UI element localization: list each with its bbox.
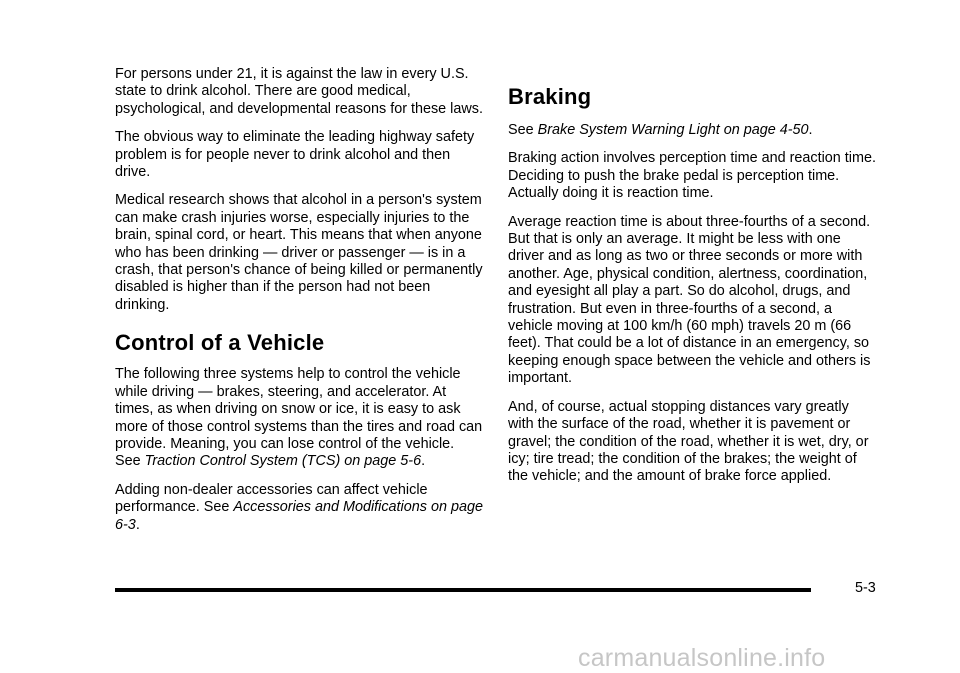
left-column — [115, 66, 483, 545]
heading-braking: Braking — [508, 84, 592, 109]
link-brake-warning-light[interactable]: Brake System Warning Light on page 4-50 — [537, 122, 809, 138]
page-number: 5-3 — [855, 580, 876, 596]
see-text: See — [508, 122, 538, 138]
paragraph-stopping-distances: And, of course, actual stopping distances vary greatly with the surface of the road, whether it is pavement or gravel; the condition of the road, whether it is wet, dry, or icy; tire tread; the condition of the brakes; the weight of the vehicle; and the amount of brake force applied. — [508, 398, 869, 485]
footer-rule — [115, 588, 811, 592]
paragraph-medical-research: Medical research shows that alcohol in a person's system can make crash injuries worse, especially injuries to the brain, spinal cord, or heart. This means that when anyone who has been drinking — driver or passenger — is in a crash, that person's chance of being killed or permanently disabled is higher than if the person had not been drinking. — [115, 192, 483, 313]
control-systems-text: The following three systems help to control the vehicle while driving — brakes, steering, and accelerator. At times, as when driving on snow or ice, it is easy to ask more of those control systems than the tires and road can provide. Meaning, you can lose control of the vehicle. See — [115, 366, 483, 470]
accessories-text: Adding non-dealer accessories can affect vehicle performance. See — [115, 481, 428, 516]
paragraph-see-brake-light: See Brake System Warning Light on page 4-50. — [508, 122, 813, 138]
paragraph-accessories: Adding non-dealer accessories can affect vehicle performance. See Accessories and Modifications on page 6-3. — [115, 481, 483, 533]
link-traction-control[interactable]: Traction Control System (TCS) on page 5-6 — [144, 453, 422, 470]
paragraph-control-systems: The following three systems help to control the vehicle while driving — brakes, steering, and accelerator. At times, as when driving on snow or ice, it is easy to ask more of those control systems than the tires and road can provide. Meaning, you can lose control of the vehicle. See Traction Control System (TCS) on page 5-6. — [115, 366, 483, 470]
paragraph-under-21: For persons under 21, it is against the law in every U.S. state to drink alcohol. There are good medical, psychological, and developmental reasons for these laws. — [115, 66, 483, 117]
watermark: carmanualsonline.info — [578, 644, 826, 672]
paragraph-reaction-time: Average reaction time is about three-fourths of a second. But that is only an average. It might be less with one driver and as long as two or three seconds or more with another. Age, physical condition, alertness, coordination, and eyesight all play a part. So do alcohol, drugs, and frustration. But even in three-fourths of a second, a vehicle moving at 100 km/h (60 mph) travels 20 m (66 feet). That could be a lot of distance in an emergency, so keeping enough space between the vehicle and others is important. — [508, 213, 871, 387]
paragraph-braking-action: Braking action involves perception time and reaction time. Deciding to push the brake pedal is perception time. Actually doing it is reaction time. — [508, 150, 876, 202]
paragraph-eliminate-problem: The obvious way to eliminate the leading highway safety problem is for people never to drink alcohol and then drive. — [115, 129, 475, 181]
link-accessories-modifications[interactable]: Accessories and Modifications on page 6-3 — [115, 499, 483, 533]
heading-control-of-vehicle: Control of a Vehicle — [115, 330, 325, 356]
right-column — [508, 84, 878, 497]
